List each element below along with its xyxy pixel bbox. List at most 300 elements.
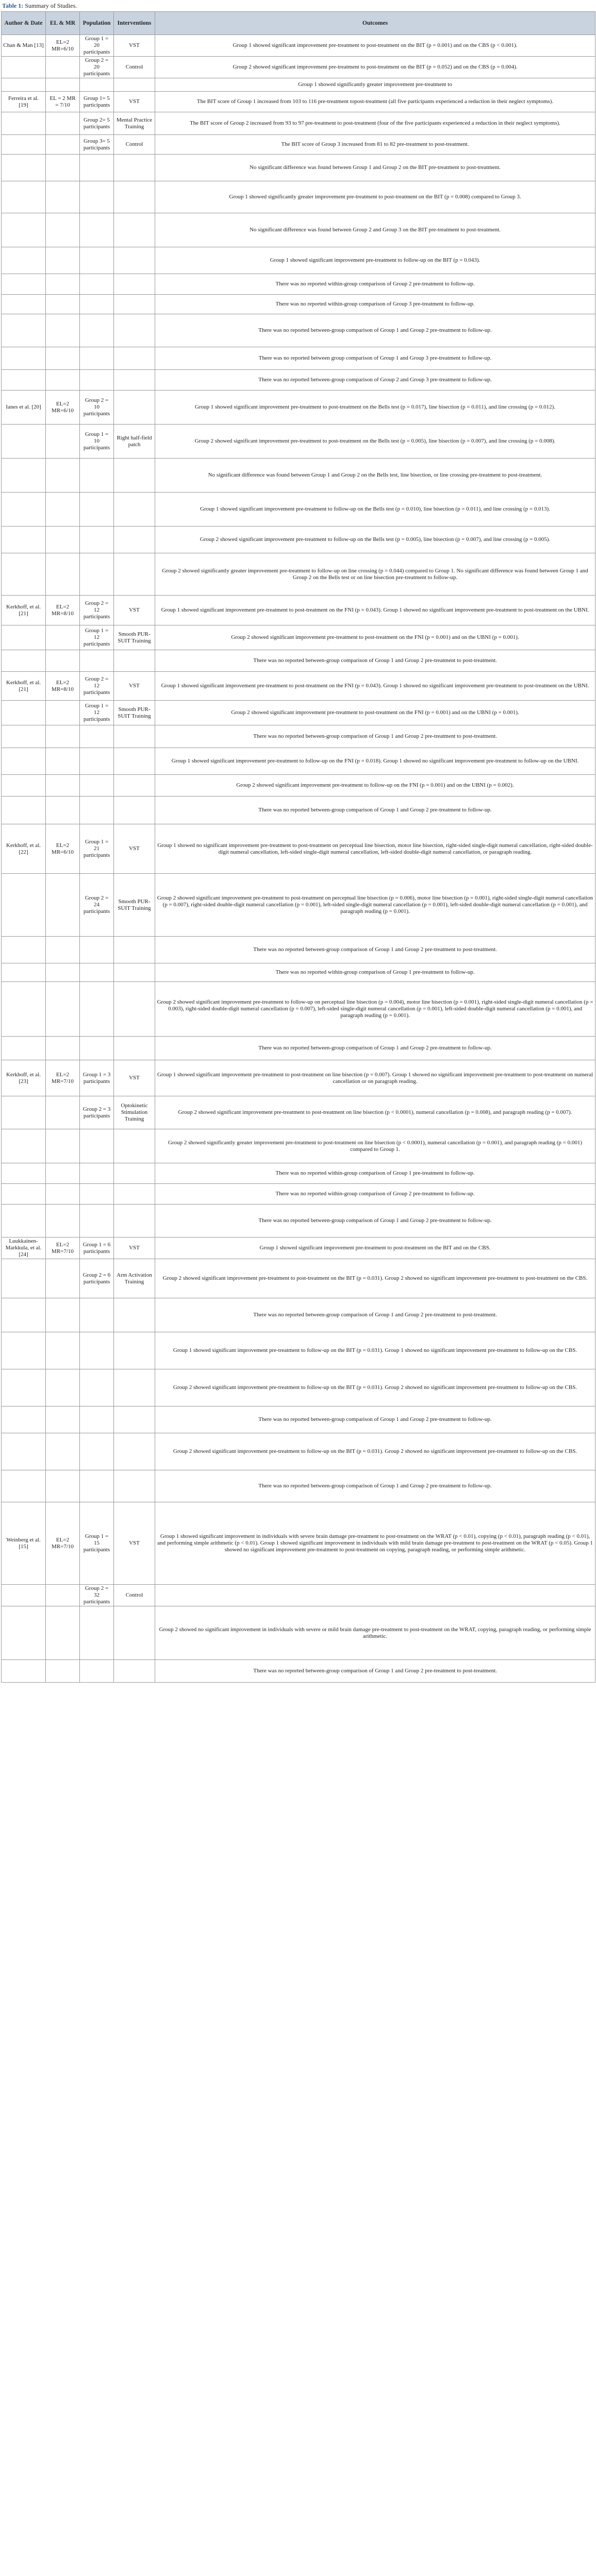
el-mr-cell bbox=[46, 963, 80, 982]
outcome-cell: No significant difference was found between Group 1 and Group 2 on the BIT pre-treatment to post-treatment. bbox=[155, 155, 595, 181]
table-row bbox=[2, 459, 595, 493]
el-mr-cell bbox=[46, 796, 80, 824]
interventions-cell bbox=[114, 1129, 155, 1163]
table-row bbox=[2, 650, 595, 672]
el-mr-cell bbox=[46, 1433, 80, 1470]
population-cell bbox=[80, 1129, 114, 1163]
interventions-cell bbox=[114, 1037, 155, 1060]
outcome-cell: Group 1 showed significantly greater improvement pre-treatment to post-treatment on the BIT (p = 0.008) compared to Group 3. bbox=[155, 181, 595, 213]
outcome-cell: Group 1 showed significant improvement pre-treatment to post-treatment on the Bells test (p = 0.017), line bisection (p = 0.011), and line crossing (p = 0.012). bbox=[155, 391, 595, 425]
outcome-cell: There was no reported between-group comparison of Group 1 and Group 2 pre-treatment to post-treatment. bbox=[155, 937, 595, 963]
outcome-cell: Group 1 showed significant improvement pre-treatment to follow-up on the BIT (p = 0.043). bbox=[155, 247, 595, 274]
interventions-cell bbox=[114, 391, 155, 425]
population-cell bbox=[80, 347, 114, 370]
summary-table bbox=[1, 11, 595, 1683]
population-cell bbox=[80, 1184, 114, 1205]
outcome-cell: There was no reported within-group comparison of Group 3 pre-treatment to follow-up. bbox=[155, 295, 595, 314]
el-mr-cell bbox=[46, 1660, 80, 1683]
population-cell bbox=[80, 1332, 114, 1369]
interventions-cell bbox=[114, 775, 155, 796]
interventions-cell bbox=[114, 937, 155, 963]
interventions-cell: VST bbox=[114, 1502, 155, 1585]
population-cell bbox=[80, 553, 114, 596]
population-cell bbox=[80, 370, 114, 391]
author-cell bbox=[2, 748, 46, 775]
author-cell: Kerkhoff, et al. [22] bbox=[2, 824, 46, 874]
el-mr-cell bbox=[46, 57, 80, 78]
header-author: Author & Date bbox=[2, 12, 46, 35]
el-mr-cell bbox=[46, 725, 80, 748]
outcome-cell: Group 1 showed significant improvement pre-treatment to post-treatment on the FNI (p = 0.043). Group 1 showed no significant improvement pre-treatment to post-treatment on the UBNI. bbox=[155, 596, 595, 625]
outcome-cell: Group 1 showed significant improvement pre-treatment to post-treatment on the BIT and on the CBS. bbox=[155, 1238, 595, 1259]
author-cell bbox=[2, 874, 46, 937]
el-mr-cell bbox=[46, 1205, 80, 1238]
outcome-cell: There was no reported between-group comparison of Group 1 and Group 2 pre-treatment to follow-up. bbox=[155, 1205, 595, 1238]
outcome-cell: There was no reported between-group comparison of Group 1 and Group 2 pre-treatment to post-treatment. bbox=[155, 1660, 595, 1683]
interventions-cell bbox=[114, 347, 155, 370]
el-mr-cell bbox=[46, 1470, 80, 1502]
interventions-cell: Control bbox=[114, 57, 155, 78]
interventions-cell bbox=[114, 493, 155, 527]
author-cell: Ferreira et al. [19] bbox=[2, 92, 46, 112]
table-row bbox=[2, 181, 595, 213]
header-row bbox=[2, 12, 595, 35]
outcome-cell: There was no reported within-group comparison of Group 1 pre-treatment to follow-up. bbox=[155, 1163, 595, 1184]
author-cell bbox=[2, 1259, 46, 1298]
table-row bbox=[2, 155, 595, 181]
author-cell bbox=[2, 1406, 46, 1433]
author-cell bbox=[2, 247, 46, 274]
author-cell bbox=[2, 78, 46, 92]
table-row bbox=[2, 295, 595, 314]
el-mr-cell bbox=[46, 135, 80, 155]
table-row bbox=[2, 701, 595, 725]
el-mr-cell bbox=[46, 1129, 80, 1163]
population-cell bbox=[80, 295, 114, 314]
outcome-cell: Group 1 showed significant improvement in individuals with severe brain damage pre-treatment to post-treatment on the WRAT (p < 0.01), copying (p < 0.01), paragraph reading (p < 0.01), and performing simple arithmetic (p < 0.01). Group 1 showed significant improvement in individuals with mild brain damage pre-treatment to post-treatment on the WRAT (p < 0.05). Group 1 showed no significant improvement pre-treatment to post-treatment on copying, paragraph reading, or performing simple arithmetic. bbox=[155, 1502, 595, 1585]
population-cell: Group 2 = 32 participants bbox=[80, 1585, 114, 1606]
table-row bbox=[2, 672, 595, 701]
interventions-cell bbox=[114, 459, 155, 493]
interventions-cell bbox=[114, 1298, 155, 1332]
outcome-cell: There was no reported between-group comparison of Group 1 and Group 2 pre-treatment to follow-up. bbox=[155, 1470, 595, 1502]
table-row bbox=[2, 553, 595, 596]
interventions-cell bbox=[114, 748, 155, 775]
table-row bbox=[2, 314, 595, 347]
interventions-cell: Control bbox=[114, 135, 155, 155]
population-cell bbox=[80, 963, 114, 982]
interventions-cell bbox=[114, 295, 155, 314]
outcome-cell: No significant difference was found between Group 1 and Group 2 on the Bells test, line bisection, or line crossing pre-treatment to post-treatment. bbox=[155, 459, 595, 493]
author-cell bbox=[2, 527, 46, 553]
el-mr-cell bbox=[46, 155, 80, 181]
population-cell bbox=[80, 247, 114, 274]
author-cell bbox=[2, 1585, 46, 1606]
table-row bbox=[2, 937, 595, 963]
el-mr-cell bbox=[46, 459, 80, 493]
outcome-cell: The BIT score of Group 3 increased from 81 to 82 pre-treatment to post-treatment. bbox=[155, 135, 595, 155]
table-row bbox=[2, 92, 595, 112]
author-cell: Kerkhoff, et al. [21] bbox=[2, 672, 46, 701]
author-cell bbox=[2, 493, 46, 527]
el-mr-cell bbox=[46, 314, 80, 347]
author-cell bbox=[2, 1369, 46, 1406]
population-cell: Group 2 = 12 participants bbox=[80, 672, 114, 701]
outcome-cell: Group 1 showed significant improvement pre-treatment to post-treatment on line bisection (p = 0.007). Group 1 showed no significant improvement pre-treatment to post-treatment on numeral cancellation or on paragraph reading. bbox=[155, 1060, 595, 1096]
outcome-cell: The BIT score of Group 2 increased from 93 to 97 pre-treatment to post-treatment (four of the five participants experienced a reduction in their neglect symptoms). bbox=[155, 112, 595, 135]
table-row bbox=[2, 1470, 595, 1502]
author-cell bbox=[2, 725, 46, 748]
author-cell: Luukkainen-Markkula, et al. [24] bbox=[2, 1238, 46, 1259]
el-mr-cell: EL = 2 MR = 7/10 bbox=[46, 92, 80, 112]
population-cell bbox=[80, 1660, 114, 1683]
interventions-cell: VST bbox=[114, 35, 155, 57]
author-cell bbox=[2, 1433, 46, 1470]
author-cell bbox=[2, 650, 46, 672]
population-cell bbox=[80, 650, 114, 672]
el-mr-cell bbox=[46, 937, 80, 963]
author-cell bbox=[2, 1129, 46, 1163]
el-mr-cell: EL=2 MR=6/10 bbox=[46, 391, 80, 425]
el-mr-cell bbox=[46, 493, 80, 527]
population-cell: Group 1 = 12 participants bbox=[80, 625, 114, 650]
interventions-cell: VST bbox=[114, 824, 155, 874]
table-row bbox=[2, 112, 595, 135]
interventions-cell: Smooth PUR-SUIT Training bbox=[114, 625, 155, 650]
population-cell bbox=[80, 1406, 114, 1433]
interventions-cell bbox=[114, 1606, 155, 1660]
author-cell bbox=[2, 370, 46, 391]
population-cell: Group 2 = 24 participants bbox=[80, 874, 114, 937]
header-outcomes: Outcomes bbox=[155, 12, 595, 35]
outcome-cell: There was no reported between-group comparison of Group 1 and Group 2 pre-treatment to post-treatment. bbox=[155, 650, 595, 672]
population-cell bbox=[80, 725, 114, 748]
table-row bbox=[2, 748, 595, 775]
author-cell bbox=[2, 937, 46, 963]
outcome-cell: Group 1 showed no significant improvement pre-treatment to post-treatment on perceptual line bisection, motor line bisection, right-sided single-digit numeral cancellation, right-sided double-digit numeral cancellation, left-sided single-digit numeral cancellation, left-sided double-digit numeral cancellation, or paragraph reading. bbox=[155, 824, 595, 874]
table-row bbox=[2, 274, 595, 295]
interventions-cell: Smooth PUR-SUIT Training bbox=[114, 874, 155, 937]
author-cell bbox=[2, 1096, 46, 1129]
interventions-cell bbox=[114, 370, 155, 391]
el-mr-cell bbox=[46, 1406, 80, 1433]
population-cell bbox=[80, 155, 114, 181]
table-row bbox=[2, 370, 595, 391]
outcome-cell bbox=[155, 1585, 595, 1606]
header-el-mr: EL & MR bbox=[46, 12, 80, 35]
outcome-cell: Group 2 showed significant improvement pre-treatment to post-treatment on perceptual line bisection (p = 0.006), motor line bisection (p = 0.001), right-sided single-digit numeral cancellation (p = 0.007), right-sided double-digit numeral cancellation (p = 0.001), left-sided single-digit numeral cancellation (p = 0.001), left-sided double-digit numeral cancellation (p = 0.001), and paragraph reading (p = 0.001). bbox=[155, 874, 595, 937]
interventions-cell bbox=[114, 1205, 155, 1238]
table-row bbox=[2, 1369, 595, 1406]
interventions-cell: Optokinetic Stimulation Training bbox=[114, 1096, 155, 1129]
outcome-cell: No significant difference was found between Group 2 and Group 3 on the BIT pre-treatment to post-treatment. bbox=[155, 213, 595, 247]
outcome-cell: There was no reported between-group comparison of Group 1 and Group 2 pre-treatment to follow-up. bbox=[155, 796, 595, 824]
author-cell bbox=[2, 553, 46, 596]
author-cell bbox=[2, 775, 46, 796]
table-row bbox=[2, 247, 595, 274]
author-cell bbox=[2, 347, 46, 370]
author-cell bbox=[2, 1660, 46, 1683]
table-row bbox=[2, 527, 595, 553]
interventions-cell bbox=[114, 274, 155, 295]
table-row bbox=[2, 78, 595, 92]
author-cell bbox=[2, 1037, 46, 1060]
author-cell bbox=[2, 314, 46, 347]
author-cell bbox=[2, 796, 46, 824]
el-mr-cell bbox=[46, 425, 80, 459]
author-cell bbox=[2, 963, 46, 982]
outcome-cell: Group 2 showed significant improvement pre-treatment to follow-up on the BIT (p = 0.031). Group 2 showed no significant improvement pre-treatment to follow-up on the CBS. bbox=[155, 1369, 595, 1406]
population-cell bbox=[80, 1606, 114, 1660]
population-cell: Group 2 = 12 participants bbox=[80, 596, 114, 625]
el-mr-cell: EL=2 MR=7/10 bbox=[46, 1238, 80, 1259]
population-cell bbox=[80, 1205, 114, 1238]
outcome-cell: There was no reported within-group comparison of Group 1 pre-treatment to follow-up. bbox=[155, 963, 595, 982]
table-row bbox=[2, 982, 595, 1037]
author-cell bbox=[2, 1298, 46, 1332]
table-row bbox=[2, 1298, 595, 1332]
population-cell bbox=[80, 1433, 114, 1470]
population-cell bbox=[80, 527, 114, 553]
population-cell: Group 1 = 20 participants bbox=[80, 35, 114, 57]
population-cell: Group 2 = 20 participants bbox=[80, 57, 114, 78]
population-cell bbox=[80, 274, 114, 295]
outcome-cell: Group 2 showed significantly greater improvement pre-treatment to follow-up on line crossing (p = 0.044) compared to Group 1. No significant difference was found between Group 1 and Group 2 on the Bells test or on line bisection pre-treatment to follow-up. bbox=[155, 553, 595, 596]
el-mr-cell bbox=[46, 295, 80, 314]
el-mr-cell: EL=2 MR=7/10 bbox=[46, 1502, 80, 1585]
table-row bbox=[2, 963, 595, 982]
table-row bbox=[2, 425, 595, 459]
author-cell bbox=[2, 982, 46, 1037]
outcome-cell: Group 2 showed significant improvement pre-treatment to follow-up on the Bells test (p = 0.005), line bisection (p = 0.007), and line crossing (p = 0.005). bbox=[155, 527, 595, 553]
author-cell bbox=[2, 57, 46, 78]
population-cell: Group 1 = 15 participants bbox=[80, 1502, 114, 1585]
interventions-cell: VST bbox=[114, 92, 155, 112]
el-mr-cell: EL=2 MR=7/10 bbox=[46, 1060, 80, 1096]
table-row bbox=[2, 391, 595, 425]
outcome-cell: Group 2 showed significant improvement pre-treatment to post-treatment on the BIT (p = 0.052) and on the CBS (p = 0.004). bbox=[155, 57, 595, 78]
outcome-cell: Group 2 showed significant improvement pre-treatment to post-treatment on the Bells test (p = 0.005), line bisection (p = 0.007), and line crossing (p = 0.008). bbox=[155, 425, 595, 459]
population-cell: Group 3= 5 participants bbox=[80, 135, 114, 155]
author-cell bbox=[2, 274, 46, 295]
el-mr-cell bbox=[46, 748, 80, 775]
author-cell bbox=[2, 425, 46, 459]
population-cell bbox=[80, 1369, 114, 1406]
interventions-cell bbox=[114, 1332, 155, 1369]
table-row bbox=[2, 493, 595, 527]
el-mr-cell bbox=[46, 1298, 80, 1332]
author-cell bbox=[2, 181, 46, 213]
interventions-cell: VST bbox=[114, 1238, 155, 1259]
table-row bbox=[2, 1184, 595, 1205]
interventions-cell bbox=[114, 1406, 155, 1433]
table-row bbox=[2, 35, 595, 57]
population-cell bbox=[80, 1163, 114, 1184]
interventions-cell bbox=[114, 650, 155, 672]
interventions-cell bbox=[114, 155, 155, 181]
table-row bbox=[2, 775, 595, 796]
population-cell bbox=[80, 1470, 114, 1502]
outcome-cell: Group 2 showed significant improvement pre-treatment to post-treatment on the FNI (p = 0.001) and on the UBNI (p = 0.001). bbox=[155, 701, 595, 725]
outcome-cell: Group 2 showed significantly greater improvement pre-treatment to post-treatment on line bisection (p < 0.0001), numeral cancellation (p = 0.001), and paragraph reading (p = 0.001) compared to Group 1. bbox=[155, 1129, 595, 1163]
author-cell: Kerkhoff, et al. [21] bbox=[2, 596, 46, 625]
population-cell bbox=[80, 459, 114, 493]
el-mr-cell bbox=[46, 1259, 80, 1298]
interventions-cell bbox=[114, 1184, 155, 1205]
author-cell: Ianes et al. [20] bbox=[2, 391, 46, 425]
interventions-cell bbox=[114, 963, 155, 982]
population-cell: Group 1 = 21 participants bbox=[80, 824, 114, 874]
interventions-cell bbox=[114, 982, 155, 1037]
interventions-cell: Arm Activation Training bbox=[114, 1259, 155, 1298]
interventions-cell bbox=[114, 213, 155, 247]
author-cell bbox=[2, 213, 46, 247]
outcome-cell: Group 1 showed significant improvement pre-treatment to follow-up on the Bells test (p = 0.010), line bisection (p = 0.011), and line crossing (p = 0.013). bbox=[155, 493, 595, 527]
author-cell bbox=[2, 1470, 46, 1502]
interventions-cell bbox=[114, 1369, 155, 1406]
table-row bbox=[2, 213, 595, 247]
interventions-cell bbox=[114, 796, 155, 824]
outcome-cell: Group 2 showed significant improvement pre-treatment to post-treatment on the FNI (p = 0.001) and on the UBNI (p = 0.001). bbox=[155, 625, 595, 650]
el-mr-cell bbox=[46, 1096, 80, 1129]
interventions-cell bbox=[114, 1470, 155, 1502]
table-row bbox=[2, 1163, 595, 1184]
outcome-cell: There was no reported between-group comparison of Group 1 and Group 2 pre-treatment to post-treatment. bbox=[155, 1298, 595, 1332]
el-mr-cell: EL=2 MR=8/10 bbox=[46, 672, 80, 701]
header-population: Population bbox=[80, 12, 114, 35]
outcome-cell: Group 1 showed significant improvement pre-treatment to post-treatment on the FNI (p = 0.043). Group 1 showed no significant improvement pre-treatment to post-treatment on the UBNI. bbox=[155, 672, 595, 701]
interventions-cell bbox=[114, 527, 155, 553]
el-mr-cell bbox=[46, 112, 80, 135]
interventions-cell: Right half-field patch bbox=[114, 425, 155, 459]
table-row bbox=[2, 725, 595, 748]
population-cell bbox=[80, 796, 114, 824]
interventions-cell bbox=[114, 314, 155, 347]
population-cell: Group 1 = 10 participants bbox=[80, 425, 114, 459]
el-mr-cell bbox=[46, 1585, 80, 1606]
population-cell: Group 2= 5 participants bbox=[80, 112, 114, 135]
table-row bbox=[2, 796, 595, 824]
interventions-cell: Smooth PUR-SUIT Training bbox=[114, 701, 155, 725]
caption-label: Table 1: bbox=[2, 2, 24, 9]
el-mr-cell bbox=[46, 527, 80, 553]
table-row bbox=[2, 1129, 595, 1163]
el-mr-cell: EL=2 MR=6/10 bbox=[46, 35, 80, 57]
el-mr-cell bbox=[46, 181, 80, 213]
el-mr-cell bbox=[46, 370, 80, 391]
population-cell: Group 2 = 3 participants bbox=[80, 1096, 114, 1129]
outcome-cell: Group 2 showed significant improvement pre-treatment to post-treatment on line bisection (p < 0.0001), numeral cancellation (p = 0.008), and paragraph reading (p = 0.007). bbox=[155, 1096, 595, 1129]
table-row bbox=[2, 1205, 595, 1238]
interventions-cell bbox=[114, 181, 155, 213]
author-cell bbox=[2, 155, 46, 181]
author-cell bbox=[2, 135, 46, 155]
table-row bbox=[2, 135, 595, 155]
table-caption bbox=[0, 0, 596, 11]
author-cell bbox=[2, 701, 46, 725]
el-mr-cell bbox=[46, 1332, 80, 1369]
table-row bbox=[2, 1406, 595, 1433]
el-mr-cell bbox=[46, 982, 80, 1037]
outcome-cell: Group 2 showed significant improvement pre-treatment to follow-up on perceptual line bisection (p = 0.004), motor line bisection (p = 0.001), right-sided single-digit numeral cancellation (p = 0.003), right-sided double-digit numeral cancellation (p = 0.007), left-sided single-digit numeral cancellation (p = 0.001), left-sided double-digit numeral cancellation (p = 0.001), and paragraph reading (p = 0.001). bbox=[155, 982, 595, 1037]
outcome-cell: There was no reported within-group comparison of Group 2 pre-treatment to follow-up. bbox=[155, 274, 595, 295]
population-cell: Group 1= 5 participants bbox=[80, 92, 114, 112]
outcome-cell: Group 1 showed significant improvement pre-treatment to follow-up on the FNI (p = 0.018). Group 1 showed no significant improvement pre-treatment to follow-up on the UBNI. bbox=[155, 748, 595, 775]
outcome-cell: Group 2 showed significant improvement pre-treatment to follow-up on the FNI (p = 0.001) and on the UBNI (p = 0.002). bbox=[155, 775, 595, 796]
table-row bbox=[2, 874, 595, 937]
population-cell bbox=[80, 982, 114, 1037]
author-cell bbox=[2, 1184, 46, 1205]
interventions-cell: Control bbox=[114, 1585, 155, 1606]
author-cell: Chan & Man [13] bbox=[2, 35, 46, 57]
table-row bbox=[2, 347, 595, 370]
outcome-cell: Group 1 showed significant improvement pre-treatment to post-treatment on the BIT (p = 0.001) and on the CBS (p < 0.001). bbox=[155, 35, 595, 57]
population-cell bbox=[80, 181, 114, 213]
el-mr-cell bbox=[46, 1037, 80, 1060]
interventions-cell bbox=[114, 1163, 155, 1184]
interventions-cell: Mental Practice Training bbox=[114, 112, 155, 135]
table-row bbox=[2, 1502, 595, 1585]
el-mr-cell bbox=[46, 213, 80, 247]
interventions-cell: VST bbox=[114, 1060, 155, 1096]
el-mr-cell bbox=[46, 625, 80, 650]
el-mr-cell bbox=[46, 274, 80, 295]
population-cell: Group 2 = 6 participants bbox=[80, 1259, 114, 1298]
author-cell bbox=[2, 295, 46, 314]
table-row bbox=[2, 1585, 595, 1606]
interventions-cell bbox=[114, 553, 155, 596]
population-cell: Group 1 = 12 participants bbox=[80, 701, 114, 725]
population-cell bbox=[80, 1037, 114, 1060]
outcome-cell: The BIT score of Group 1 increased from 103 to 116 pre-treatment topost-treatment (all five participants experienced a reduction in their neglect symptoms). bbox=[155, 92, 595, 112]
author-cell: Kerkhoff, et al. [23] bbox=[2, 1060, 46, 1096]
el-mr-cell bbox=[46, 1184, 80, 1205]
el-mr-cell bbox=[46, 701, 80, 725]
table-row bbox=[2, 1060, 595, 1096]
el-mr-cell bbox=[46, 247, 80, 274]
population-cell bbox=[80, 937, 114, 963]
table-row bbox=[2, 1259, 595, 1298]
table-row bbox=[2, 1332, 595, 1369]
outcome-cell: Group 2 showed no significant improvement in individuals with severe or mild brain damage pre-treatment to post-treatment on the WRAT, copying, paragraph reading, or performing simple arithmetic. bbox=[155, 1606, 595, 1660]
el-mr-cell: EL=2 MR=8/10 bbox=[46, 596, 80, 625]
el-mr-cell bbox=[46, 650, 80, 672]
table-row bbox=[2, 1660, 595, 1683]
outcome-cell: Group 2 showed significant improvement pre-treatment to post-treatment on the BIT (p = 0.031). Group 2 showed no significant improvement pre-treatment to post-treatment on the CBS. bbox=[155, 1259, 595, 1298]
author-cell bbox=[2, 112, 46, 135]
interventions-cell bbox=[114, 1660, 155, 1683]
population-cell bbox=[80, 748, 114, 775]
table-body bbox=[2, 35, 595, 1683]
interventions-cell bbox=[114, 725, 155, 748]
table-row bbox=[2, 1037, 595, 1060]
author-cell: Weinberg et al. [15] bbox=[2, 1502, 46, 1585]
interventions-cell bbox=[114, 247, 155, 274]
author-cell bbox=[2, 1332, 46, 1369]
el-mr-cell bbox=[46, 1163, 80, 1184]
table-row bbox=[2, 1433, 595, 1470]
table-row bbox=[2, 1096, 595, 1129]
interventions-cell: VST bbox=[114, 672, 155, 701]
population-cell bbox=[80, 213, 114, 247]
el-mr-cell bbox=[46, 553, 80, 596]
population-cell bbox=[80, 775, 114, 796]
author-cell bbox=[2, 1163, 46, 1184]
table-row bbox=[2, 824, 595, 874]
el-mr-cell bbox=[46, 347, 80, 370]
outcome-cell: Group 1 showed significant improvement pre-treatment to follow-up on the BIT (p = 0.031). Group 1 showed no significant improvement pre-treatment to follow-up on the CBS. bbox=[155, 1332, 595, 1369]
population-cell bbox=[80, 1298, 114, 1332]
